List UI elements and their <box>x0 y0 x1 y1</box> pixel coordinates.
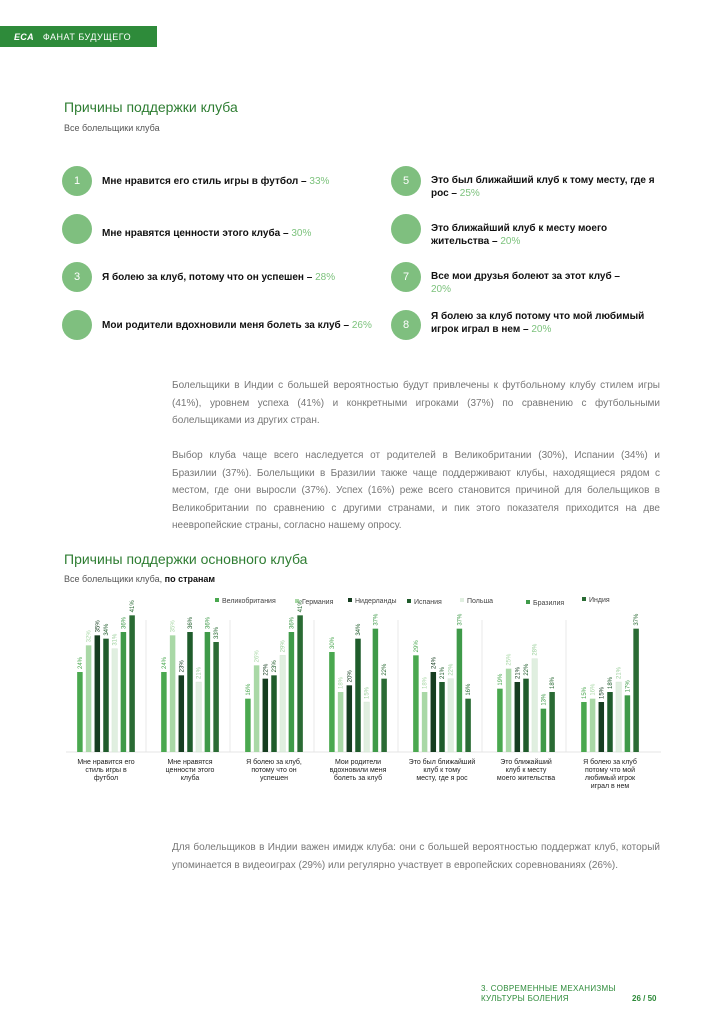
bar-value-label: 20% <box>347 670 354 683</box>
bar <box>121 632 127 752</box>
bar <box>373 629 379 752</box>
bar-value-label: 15% <box>364 686 371 699</box>
bar <box>289 632 295 752</box>
bar <box>170 635 176 752</box>
paragraph-3: Для болельщиков в Индии важен имидж клуба: они с большей вероятностью поддержат клуб, который упоминается в видеоиграх (29%) или регулярно участвует в европейских соревнованиях (26%). <box>172 842 660 871</box>
bar-value-label: 32% <box>86 630 93 643</box>
page-number: 26 / 50 <box>632 994 657 1003</box>
reason-number-circle: 8 <box>391 310 421 340</box>
bar <box>515 682 521 752</box>
category-label: Это ближайший клуб к месту моего жительства <box>496 759 556 782</box>
bar-value-label: 28% <box>532 643 539 656</box>
bar-value-label: 23% <box>272 660 278 673</box>
bar <box>633 629 639 752</box>
section1-subtitle: Все болельщики клуба <box>64 123 160 133</box>
bar <box>381 679 387 752</box>
bar <box>413 655 419 752</box>
bar <box>590 699 596 752</box>
section2-subtitle: Все болельщики клуба, по странам <box>64 574 216 584</box>
reason-text: Мои родители вдохновили меня болеть за клуб – 26% <box>102 320 372 331</box>
section2-title: Причины поддержки основного клуба <box>64 551 308 567</box>
bar <box>347 685 353 752</box>
bar-chart <box>60 590 665 805</box>
bar-value-label: 25% <box>506 653 513 666</box>
bar <box>77 672 83 752</box>
bar-value-label: 22% <box>448 663 455 676</box>
category-label: Я болею за клуб, потому что он успешен <box>246 759 302 782</box>
bar-value-label: 41% <box>130 600 137 613</box>
bar-value-label: 37% <box>373 613 380 626</box>
bar <box>245 699 251 752</box>
bar-value-label: 15% <box>599 686 606 699</box>
bar-value-label: 34% <box>104 623 110 636</box>
bar-value-label: 29% <box>413 640 420 653</box>
legend-swatch <box>526 600 530 604</box>
paragraph-1: Болельщики в Индии с большей вероятностью будут привлечены к футбольному клубу стилем игры (41%), уровнем успеха (41%) и конкретными игроками (37%) по сравнению с футбольными болельщиками из других стран. <box>172 380 660 426</box>
category-label: Это был ближайший клуб к тому месту, где я рос <box>408 759 476 782</box>
bar-value-label: 31% <box>112 633 119 646</box>
bar <box>581 702 587 752</box>
bar-value-label: 33% <box>214 626 221 639</box>
bar-value-label: 21% <box>515 666 522 679</box>
bar-value-label: 16% <box>245 683 252 696</box>
bar <box>112 649 118 752</box>
bar <box>431 672 437 752</box>
bar-value-label: 22% <box>382 663 389 676</box>
reason-text: Это был ближайший клуб к тому месту, где я рос – 25% <box>431 175 655 199</box>
bar-value-label: 18% <box>608 676 614 689</box>
bar-value-label: 16% <box>590 683 597 696</box>
category-label: Мои родители вдохновили меня болеть за клуб <box>329 759 387 782</box>
bar-value-label: 18% <box>422 676 429 689</box>
header-bar <box>0 26 157 47</box>
bar <box>213 642 219 752</box>
bar-value-label: 15% <box>581 686 588 699</box>
bar <box>549 692 555 752</box>
bar <box>95 635 101 752</box>
bar <box>497 689 503 752</box>
bar-value-label: 37% <box>457 613 464 626</box>
reason-text: Все мои друзья болеют за этот клуб – 20% <box>431 271 620 295</box>
bar <box>129 615 135 752</box>
bar <box>338 692 344 752</box>
bar-value-label: 35% <box>170 620 177 633</box>
bar-value-label: 18% <box>550 676 557 689</box>
bar <box>329 652 335 752</box>
bar <box>179 675 185 752</box>
bar-value-label: 23% <box>179 660 186 673</box>
legend-swatch <box>407 599 411 603</box>
reason-text: Мне нравится его стиль игры в футбол – 33% <box>102 176 330 187</box>
bar-value-label: 17% <box>625 680 632 693</box>
legend-label: Нидерланды <box>355 598 397 605</box>
bar-value-label: 24% <box>161 656 168 669</box>
legend-label: Великобритания <box>222 598 276 605</box>
bar <box>625 695 631 752</box>
category-label: Я болею за клуб потому что мой любимый игрок играл в нем <box>583 759 637 790</box>
paragraph-2: Выбор клуба чаще всего наследуется от родителей в Великобритании (30%), Испании (34%) и Бразилии (37%). Болельщики в Бразилии также чаще поддерживают клубы, находящиеся рядом с местом, где они выросли (37%). Успех (16%) реже всего становится причиной для болельщиков в Великобритании по сравнению с другими странами, и пик этого показателя приходится на две неевропейские страны, согласно нашему опросу. <box>172 450 660 531</box>
bar <box>161 672 167 752</box>
legend-swatch <box>215 598 219 602</box>
reason-text: Я болею за клуб потому что мой любимый игрок играл в нем – 20% <box>431 311 645 335</box>
eca-logo: ECA <box>14 31 34 42</box>
reason-number-circle: 3 <box>62 262 92 292</box>
legend-label: Бразилия <box>533 600 565 607</box>
bar <box>541 709 547 752</box>
bar-value-label: 13% <box>541 693 548 706</box>
bar-value-label: 36% <box>121 616 128 629</box>
legend-label: Испания <box>414 599 442 606</box>
legend-swatch <box>582 597 586 601</box>
bar <box>297 615 303 752</box>
reason-text: Мне нравятся ценности этого клуба – 30% <box>102 228 312 239</box>
bar <box>187 632 193 752</box>
bar <box>439 682 445 752</box>
legend-swatch <box>348 598 352 602</box>
bar-value-label: 26% <box>254 650 261 663</box>
footer-section: 3. СОВРЕМЕННЫЕ МЕХАНИЗМЫ КУЛЬТУРЫ БОЛЕНИЯ <box>481 984 616 1003</box>
reason-number-circle <box>391 214 421 244</box>
bar <box>465 699 471 752</box>
bar-value-label: 30% <box>329 636 336 649</box>
reason-number-circle: 5 <box>391 166 421 196</box>
bar <box>364 702 370 752</box>
bar <box>532 659 538 752</box>
bar <box>457 629 463 752</box>
reason-number-circle: 1 <box>62 166 92 196</box>
bar-value-label: 24% <box>431 656 438 669</box>
bar <box>616 682 622 752</box>
bar-value-label: 21% <box>440 666 446 679</box>
bar <box>607 692 613 752</box>
bar <box>271 675 277 752</box>
bar <box>86 645 92 752</box>
category-label: Мне нравится его стиль игры в футбол <box>77 759 135 782</box>
bar-value-label: 21% <box>616 666 623 679</box>
bar <box>205 632 211 752</box>
bar <box>506 669 512 752</box>
bar-value-label: 35% <box>95 620 102 633</box>
bar-value-label: 29% <box>280 640 287 653</box>
bar <box>196 682 202 752</box>
bar-value-label: 36% <box>289 616 296 629</box>
bar <box>263 679 269 752</box>
bar-value-label: 24% <box>77 656 84 669</box>
bar-value-label: 22% <box>524 663 530 676</box>
bar-value-label: 37% <box>634 613 641 626</box>
header-title: ФАНАТ БУДУЩЕГО <box>42 31 132 42</box>
legend-swatch <box>460 598 464 602</box>
bar-value-label: 21% <box>196 666 203 679</box>
bar-value-label: 34% <box>356 623 362 636</box>
category-label: Мне нравятся ценности этого клуба <box>165 759 215 782</box>
bar-value-label: 18% <box>338 676 345 689</box>
reason-number-circle <box>62 214 92 244</box>
bar-value-label: 22% <box>263 663 270 676</box>
bar <box>280 655 286 752</box>
legend-label: Индия <box>589 597 610 604</box>
bar <box>523 679 529 752</box>
bar-value-label: 36% <box>188 616 194 629</box>
bar <box>103 639 109 752</box>
bar <box>254 665 260 752</box>
bar-value-label: 41% <box>298 600 305 613</box>
bar <box>599 702 605 752</box>
reason-text: Я болею за клуб, потому что он успешен – 28% <box>102 272 336 283</box>
reason-number-circle: 7 <box>391 262 421 292</box>
bar-value-label: 16% <box>466 683 473 696</box>
bar <box>448 679 454 752</box>
legend-label: Польша <box>467 598 494 605</box>
bar-value-label: 19% <box>497 673 504 686</box>
reason-number-circle <box>62 310 92 340</box>
legend-label: Германия <box>302 599 334 606</box>
bar-value-label: 36% <box>205 616 212 629</box>
section1-title: Причины поддержки клуба <box>64 99 238 115</box>
bar <box>422 692 428 752</box>
reason-text: Это ближайший клуб к месту моего жительства – 20% <box>431 223 608 247</box>
bar <box>355 639 361 752</box>
